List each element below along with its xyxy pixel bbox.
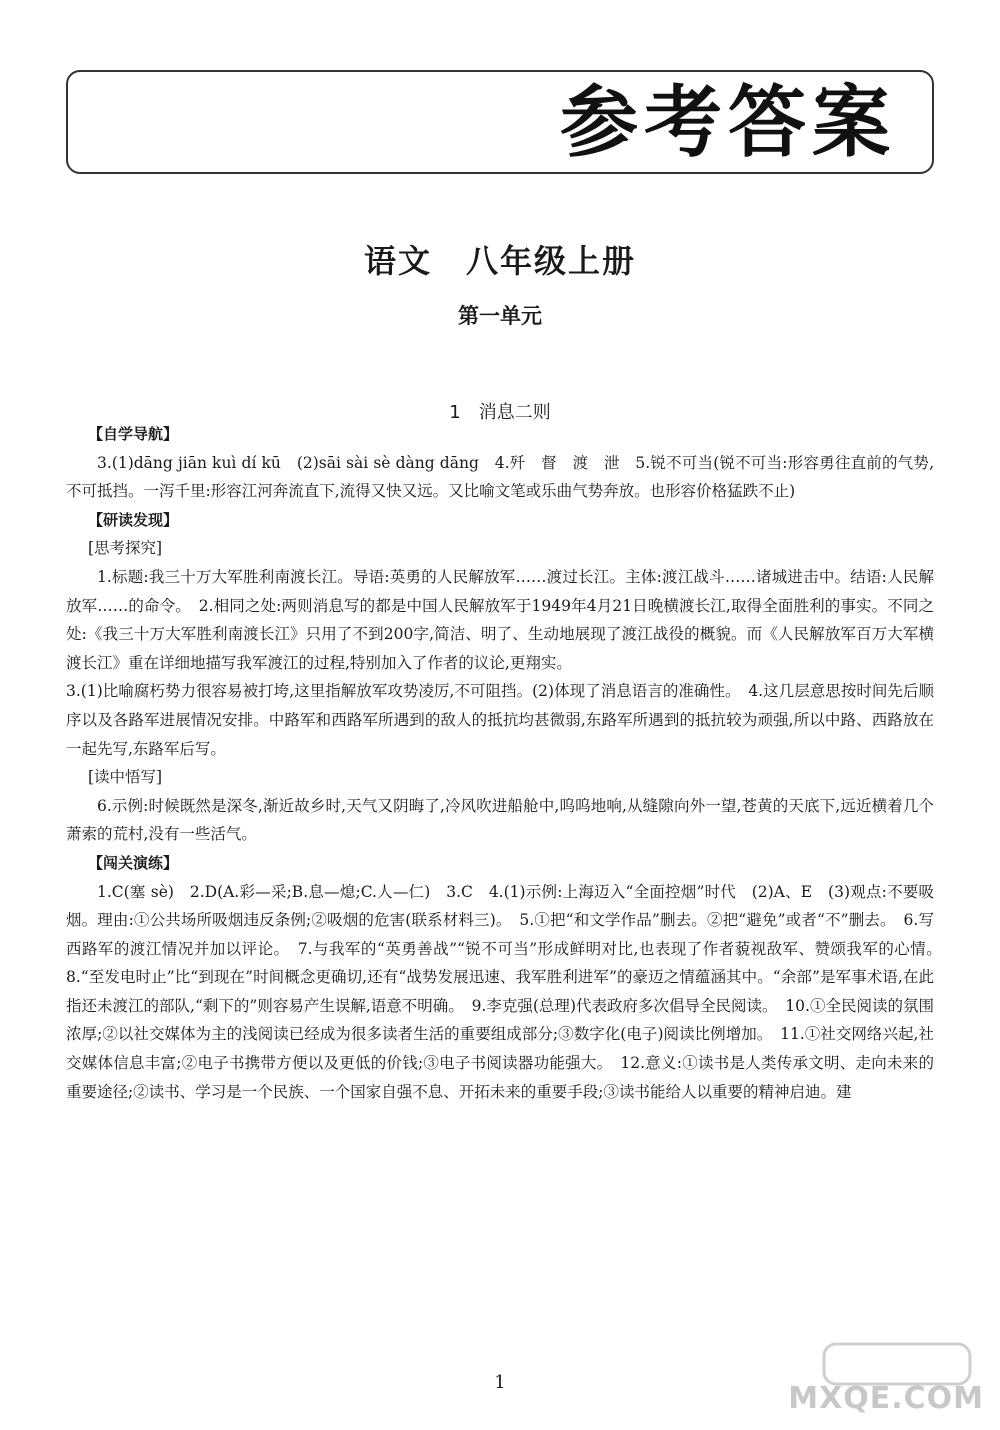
book-title: 语文 八年级上册 [363, 242, 636, 280]
answer-paragraph: 6.示例:时候既然是深冬,渐近故乡时,天气又阴晦了,冷风吹进船舱中,呜呜地响,从缝隙向外一望,苍黄的天底下,远近横着几个萧索的荒村,没有一些活气。 [66, 796, 934, 844]
subsection-heading: [思考探究] [88, 539, 163, 558]
answer-paragraph: 3.(1)dāng jiān kuì dí kū (2)sāi sài sè dàng dāng 4.歼 督 渡 泄 5.锐不可当(锐不可当:形容勇往直前的气势,不可抵挡。一泻千里:形容江河奔流直下,流得又快又远。又比喻文笔或乐曲气势奔放。也形容价格猛跌不止) [66, 453, 934, 501]
answer-content [66, 420, 950, 1106]
lesson-title: 1 消息二则 [449, 402, 551, 423]
answer-paragraph: 1.标题:我三十万大军胜利南渡长江。导语:英勇的人民解放军……渡过长江。主体:渡江战斗……诸城进击中。结语:人民解放军……的命令。 2.相同之处:两则消息写的都是中国人民解放军于1949年4月21日晚横渡长江,取得全面胜利的事实。不同之处:《我三十万大军胜利南渡长江》只用了不到200字,简洁、明了、生动地展现了渡江战役的概貌。而《人民解放军百万大军横渡长江》重在详细地描写我军渡江的过程,特别加入了作者的议论,更翔实。 [66, 567, 934, 672]
page-number: 1 [494, 1372, 506, 1393]
watermark-text: MXQE.COM [788, 1381, 984, 1416]
section-heading: 【自学导航】 [88, 425, 179, 443]
subsection-heading: [读中悟写] [88, 768, 163, 787]
watermark-logo-icon [822, 1342, 972, 1386]
section-heading: 【闯关演练】 [88, 853, 179, 872]
banner-title: 参考答案 [559, 78, 896, 168]
unit-title: 第一单元 [458, 304, 542, 328]
header-banner [66, 70, 934, 174]
section-heading: 【研读发现】 [88, 510, 179, 529]
answer-paragraph: 3.(1)比喻腐朽势力很容易被打垮,这里指解放军攻势凌厉,不可阻挡。(2)体现了消息语言的准确性。 4.这几层意思按时间先后顺序以及各路军进展情况安排。中路军和西路军所遇到的敌人的抵抗均甚微弱,东路军所遇到的抵抗较为顽强,所以中路、西路放在一起先写,东路军后写。 [66, 682, 934, 758]
watermark [788, 1346, 984, 1416]
answer-paragraph: 1.C(塞 sè) 2.D(A.彩—采;B.息—熄;C.人—仁) 3.C 4.(1)示例:上海迈入“全面控烟”时代 (2)A、E (3)观点:不要吸烟。理由:①公共场所吸烟违反条例;②吸烟的危害(联系材料三)。 5.①把“和文学作品”删去。②把“避免”或者“不”删去。 6.写西路军的渡江情况并加以评论。 7.与我军的“英勇善战”“锐不可当”形成鲜明对比,也表现了作者藐视敌军、赞颂我军的心情。 8.“至发电时止”比“到现在”时间概念更确切,还有“战势发展迅速、我军胜利进军”的豪迈之情蕴涵其中。“余部”是军事术语,在此指还未渡江的部队,“剩下的”则容易产生误解,语意不明确。 9.李克强(总理)代表政府多次倡导全民阅读。 10.①全民阅读的氛围浓厚;②以社交媒体为主的浅阅读已经成为很多读者生活的重要组成部分;③数字化(电子)阅读比例增加。 11.①社交网络兴起,社交媒体信息丰富;②电子书携带方便以及更低的价钱;③电子书阅读器功能强大。 12.意义:①读书是人类传承文明、走向未来的重要途径;②读书、学习是一个民族、一个国家自强不息、开拓未来的重要手段;③读书能给人以重要的精神启迪。建 [66, 882, 950, 1101]
